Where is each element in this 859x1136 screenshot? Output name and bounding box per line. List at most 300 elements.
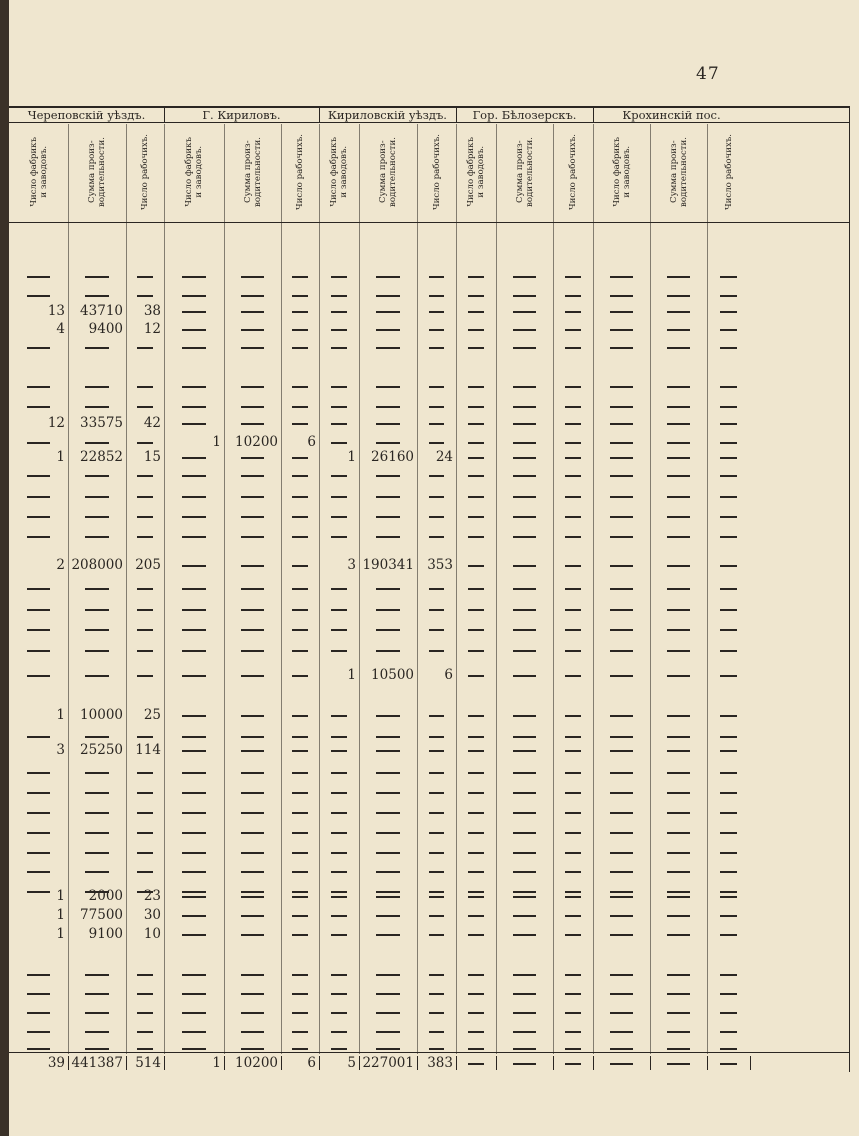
empty-cell-dash (468, 1048, 484, 1050)
empty-cell-dash (667, 871, 690, 873)
empty-cell-dash (331, 406, 347, 408)
empty-cell-dash (241, 329, 264, 331)
empty-cell-dash (182, 423, 206, 425)
empty-cell-dash (376, 715, 399, 717)
table-cell: 9100 (88, 926, 123, 942)
table-row (9, 414, 850, 432)
empty-cell-dash (331, 475, 347, 477)
empty-cell-dash (513, 852, 536, 854)
total-cell: 5 (347, 1055, 356, 1071)
empty-cell-dash (610, 1012, 633, 1014)
empty-cell-dash (513, 812, 536, 814)
empty-cell-dash (565, 650, 581, 652)
empty-cell-dash (292, 423, 307, 425)
empty-cell-dash (376, 993, 399, 995)
table-cell: 25 (143, 707, 161, 723)
empty-cell-dash (331, 993, 347, 995)
empty-cell-dash (85, 792, 108, 794)
empty-cell-dash (137, 852, 152, 854)
page-number: 47 (696, 64, 720, 84)
empty-cell-dash (241, 915, 264, 917)
column-header: Сумма произ- водительности. (378, 137, 398, 207)
empty-cell-dash (376, 974, 399, 976)
table-cell: 1 (56, 888, 65, 904)
empty-cell-dash (565, 423, 581, 425)
empty-cell-dash (85, 871, 108, 873)
empty-cell-dash (27, 650, 51, 652)
empty-cell-dash (720, 386, 737, 388)
empty-cell-dash (429, 812, 445, 814)
empty-cell-dash (292, 588, 307, 590)
empty-cell-dash (468, 442, 484, 444)
table-cell: 43710 (80, 303, 123, 319)
empty-cell-dash (137, 772, 152, 774)
total-empty-dash (720, 1063, 737, 1065)
empty-cell-dash (468, 871, 484, 873)
group-header-krokhino-settlement: Крохинскій пос. (622, 108, 721, 122)
empty-cell-dash (565, 832, 581, 834)
empty-cell-dash (429, 750, 445, 752)
empty-cell-dash (565, 457, 581, 459)
empty-cell-dash (513, 1048, 536, 1050)
empty-cell-dash (513, 1031, 536, 1033)
empty-cell-dash (292, 896, 307, 898)
empty-cell-dash (331, 736, 347, 738)
empty-cell-dash (565, 536, 581, 538)
empty-cell-dash (292, 311, 307, 313)
empty-cell-dash (182, 347, 206, 349)
table-row (9, 579, 850, 597)
empty-cell-dash (27, 406, 51, 408)
empty-cell-dash (27, 974, 51, 976)
empty-cell-dash (429, 871, 445, 873)
empty-cell-dash (241, 896, 264, 898)
empty-cell-dash (667, 516, 690, 518)
table-row (9, 641, 850, 659)
empty-cell-dash (429, 347, 445, 349)
empty-cell-dash (610, 934, 633, 936)
empty-cell-dash (27, 475, 51, 477)
empty-cell-dash (610, 329, 633, 331)
empty-cell-dash (331, 386, 347, 388)
empty-cell-dash (720, 295, 737, 297)
empty-cell-dash (720, 406, 737, 408)
empty-cell-dash (720, 475, 737, 477)
table-cell: 38 (143, 303, 161, 319)
empty-cell-dash (667, 457, 690, 459)
empty-cell-dash (667, 715, 690, 717)
empty-cell-dash (513, 934, 536, 936)
group-separator (456, 108, 457, 122)
column-header-rule (9, 222, 850, 223)
empty-cell-dash (667, 629, 690, 631)
empty-cell-dash (331, 329, 347, 331)
group-header-rule (9, 122, 850, 123)
empty-cell-dash (565, 993, 581, 995)
table-row (9, 267, 850, 285)
empty-cell-dash (468, 896, 484, 898)
empty-cell-dash (241, 347, 264, 349)
column-header: Число фабрикъ и заводовъ. (466, 137, 486, 207)
empty-cell-dash (468, 736, 484, 738)
empty-cell-dash (241, 1012, 264, 1014)
empty-cell-dash (720, 675, 737, 677)
empty-cell-dash (85, 442, 108, 444)
empty-cell-dash (241, 423, 264, 425)
table-row (9, 906, 850, 924)
empty-cell-dash (720, 832, 737, 834)
empty-cell-dash (331, 792, 347, 794)
empty-cell-dash (513, 475, 536, 477)
table-row (9, 556, 850, 574)
empty-cell-dash (85, 609, 108, 611)
empty-cell-dash (429, 276, 445, 278)
empty-cell-dash (667, 1012, 690, 1014)
table-cell: 1 (56, 707, 65, 723)
empty-cell-dash (468, 496, 484, 498)
empty-cell-dash (182, 295, 206, 297)
empty-cell-dash (513, 974, 536, 976)
empty-cell-dash (137, 675, 152, 677)
empty-cell-dash (468, 993, 484, 995)
empty-cell-dash (565, 715, 581, 717)
empty-cell-dash (27, 609, 51, 611)
empty-cell-dash (241, 406, 264, 408)
empty-cell-dash (27, 993, 51, 995)
empty-cell-dash (292, 852, 307, 854)
empty-cell-dash (565, 496, 581, 498)
empty-cell-dash (720, 974, 737, 976)
empty-cell-dash (27, 496, 51, 498)
empty-cell-dash (513, 311, 536, 313)
empty-cell-dash (468, 629, 484, 631)
empty-cell-dash (182, 896, 206, 898)
table-cell: 9400 (88, 321, 123, 337)
empty-cell-dash (85, 675, 108, 677)
empty-cell-dash (610, 915, 633, 917)
total-empty-dash (468, 1063, 484, 1065)
empty-cell-dash (331, 629, 347, 631)
total-empty-dash (513, 1063, 536, 1065)
empty-cell-dash (182, 715, 206, 717)
empty-cell-dash (85, 852, 108, 854)
empty-cell-dash (27, 1012, 51, 1014)
table-row (9, 377, 850, 395)
empty-cell-dash (182, 915, 206, 917)
empty-cell-dash (331, 496, 347, 498)
table-row (9, 823, 850, 841)
column-header: Сумма произ- водительности. (87, 137, 107, 207)
empty-cell-dash (241, 295, 264, 297)
empty-cell-dash (27, 347, 51, 349)
empty-cell-dash (137, 812, 152, 814)
empty-cell-dash (429, 442, 445, 444)
empty-cell-dash (241, 871, 264, 873)
empty-cell-dash (331, 1031, 347, 1033)
empty-cell-dash (667, 1031, 690, 1033)
group-header-cherepovets-uezd: Череповскій уѣздъ. (27, 108, 146, 122)
empty-cell-dash (513, 329, 536, 331)
empty-cell-dash (137, 347, 152, 349)
table-cell: 6 (444, 667, 453, 683)
group-header-belozersk-town: Гор. Бѣлозерскъ. (472, 108, 577, 122)
empty-cell-dash (292, 934, 307, 936)
empty-cell-dash (720, 1012, 737, 1014)
empty-cell-dash (720, 650, 737, 652)
empty-cell-dash (513, 295, 536, 297)
empty-cell-dash (429, 1048, 445, 1050)
empty-cell-dash (468, 609, 484, 611)
empty-cell-dash (182, 276, 206, 278)
empty-cell-dash (468, 295, 484, 297)
empty-cell-dash (565, 772, 581, 774)
group-header-kirillov-uezd: Кириловскій уѣздъ. (328, 108, 447, 122)
column-header: Сумма произ- водительности. (514, 137, 535, 207)
empty-cell-dash (429, 1031, 445, 1033)
empty-cell-dash (182, 475, 206, 477)
empty-cell-dash (137, 871, 152, 873)
empty-cell-dash (565, 934, 581, 936)
column-header: Число рабочихъ. (568, 134, 578, 210)
empty-cell-dash (667, 295, 690, 297)
empty-cell-dash (241, 536, 264, 538)
total-cell: 514 (135, 1055, 161, 1071)
table-row (9, 320, 850, 338)
empty-cell-dash (610, 832, 633, 834)
empty-cell-dash (610, 650, 633, 652)
empty-cell-dash (376, 496, 399, 498)
total-cell: 39 (47, 1055, 65, 1071)
empty-cell-dash (137, 475, 152, 477)
empty-cell-dash (565, 871, 581, 873)
total-cell: 383 (427, 1055, 453, 1071)
empty-cell-dash (376, 896, 399, 898)
table-cell: 15 (143, 449, 161, 465)
empty-cell-dash (468, 974, 484, 976)
column-header: Число рабочихъ. (431, 134, 442, 210)
empty-cell-dash (720, 311, 737, 313)
column-header: Число фабрикъ и заводовъ. (611, 137, 632, 207)
empty-cell-dash (667, 423, 690, 425)
empty-cell-dash (241, 750, 264, 752)
empty-cell-dash (85, 736, 108, 738)
empty-cell-dash (610, 423, 633, 425)
empty-cell-dash (468, 386, 484, 388)
empty-cell-dash (85, 1031, 108, 1033)
empty-cell-dash (565, 675, 581, 677)
empty-cell-dash (667, 772, 690, 774)
table-row (9, 803, 850, 821)
column-header: Число фабрикъ и заводовъ. (28, 137, 49, 207)
empty-cell-dash (720, 852, 737, 854)
table-cell: 1 (56, 907, 65, 923)
empty-cell-dash (292, 1031, 307, 1033)
empty-cell-dash (292, 276, 307, 278)
empty-cell-dash (667, 915, 690, 917)
table-row (9, 620, 850, 638)
empty-cell-dash (27, 295, 51, 297)
table-cell: 2000 (88, 888, 123, 904)
table-cell: 1 (56, 449, 65, 465)
table-cell: 23 (143, 888, 161, 904)
empty-cell-dash (85, 650, 108, 652)
empty-cell-dash (292, 812, 307, 814)
empty-cell-dash (331, 896, 347, 898)
empty-cell-dash (331, 1048, 347, 1050)
empty-cell-dash (182, 629, 206, 631)
empty-cell-dash (429, 896, 445, 898)
empty-cell-dash (182, 812, 206, 814)
empty-cell-dash (565, 386, 581, 388)
table-row (9, 302, 850, 320)
total-separator (496, 1056, 497, 1070)
table-row (9, 984, 850, 1002)
empty-cell-dash (241, 475, 264, 477)
empty-cell-dash (376, 588, 399, 590)
column-header: Число рабочихъ. (723, 134, 734, 210)
empty-cell-dash (565, 295, 581, 297)
empty-cell-dash (376, 386, 399, 388)
empty-cell-dash (27, 588, 51, 590)
empty-cell-dash (182, 871, 206, 873)
empty-cell-dash (513, 993, 536, 995)
empty-cell-dash (667, 329, 690, 331)
empty-cell-dash (292, 750, 307, 752)
empty-cell-dash (376, 650, 399, 652)
empty-cell-dash (85, 629, 108, 631)
empty-cell-dash (610, 715, 633, 717)
empty-cell-dash (292, 609, 307, 611)
empty-cell-dash (667, 792, 690, 794)
empty-cell-dash (720, 1031, 737, 1033)
empty-cell-dash (720, 715, 737, 717)
table-cell: 2 (56, 557, 65, 573)
empty-cell-dash (468, 565, 484, 567)
empty-cell-dash (513, 276, 536, 278)
empty-cell-dash (182, 1012, 206, 1014)
empty-cell-dash (241, 609, 264, 611)
empty-cell-dash (565, 812, 581, 814)
empty-cell-dash (292, 832, 307, 834)
empty-cell-dash (27, 536, 51, 538)
table-row (9, 1022, 850, 1040)
empty-cell-dash (27, 871, 51, 873)
table-cell: 1 (56, 926, 65, 942)
empty-cell-dash (667, 311, 690, 313)
empty-cell-dash (292, 736, 307, 738)
empty-cell-dash (376, 772, 399, 774)
empty-cell-dash (720, 871, 737, 873)
empty-cell-dash (241, 1031, 264, 1033)
empty-cell-dash (610, 993, 633, 995)
empty-cell-dash (27, 772, 51, 774)
empty-cell-dash (610, 812, 633, 814)
empty-cell-dash (376, 871, 399, 873)
empty-cell-dash (137, 295, 152, 297)
empty-cell-dash (241, 386, 264, 388)
empty-cell-dash (376, 609, 399, 611)
empty-cell-dash (137, 536, 152, 538)
empty-cell-dash (468, 457, 484, 459)
empty-cell-dash (182, 736, 206, 738)
empty-cell-dash (610, 276, 633, 278)
empty-cell-dash (429, 406, 445, 408)
empty-cell-dash (292, 675, 307, 677)
empty-cell-dash (610, 772, 633, 774)
empty-cell-dash (565, 1012, 581, 1014)
empty-cell-dash (429, 915, 445, 917)
empty-cell-dash (513, 565, 536, 567)
empty-cell-dash (331, 852, 347, 854)
table-cell: 114 (135, 742, 161, 758)
empty-cell-dash (429, 792, 445, 794)
empty-cell-dash (85, 295, 108, 297)
table-cell: 24 (435, 449, 453, 465)
empty-cell-dash (720, 792, 737, 794)
empty-cell-dash (376, 832, 399, 834)
empty-cell-dash (610, 536, 633, 538)
table-row (9, 487, 850, 505)
empty-cell-dash (376, 852, 399, 854)
total-separator (650, 1056, 651, 1070)
empty-cell-dash (331, 650, 347, 652)
empty-cell-dash (429, 832, 445, 834)
empty-cell-dash (292, 496, 307, 498)
table-cell: 353 (427, 557, 453, 573)
empty-cell-dash (429, 386, 445, 388)
empty-cell-dash (182, 974, 206, 976)
empty-cell-dash (85, 812, 108, 814)
empty-cell-dash (27, 852, 51, 854)
empty-cell-dash (429, 629, 445, 631)
table-cell: 10 (143, 926, 161, 942)
column-header: Число рабочихъ. (140, 134, 150, 210)
empty-cell-dash (667, 934, 690, 936)
empty-cell-dash (513, 1012, 536, 1014)
empty-cell-dash (241, 715, 264, 717)
total-empty-dash (610, 1063, 633, 1065)
empty-cell-dash (85, 832, 108, 834)
table-row (9, 843, 850, 861)
empty-cell-dash (292, 386, 307, 388)
empty-cell-dash (720, 736, 737, 738)
empty-cell-dash (610, 1048, 633, 1050)
total-empty-dash (565, 1063, 581, 1065)
table-cell: 42 (143, 415, 161, 431)
empty-cell-dash (720, 496, 737, 498)
empty-cell-dash (182, 386, 206, 388)
empty-cell-dash (610, 496, 633, 498)
empty-cell-dash (667, 650, 690, 652)
empty-cell-dash (565, 852, 581, 854)
empty-cell-dash (292, 772, 307, 774)
empty-cell-dash (429, 650, 445, 652)
empty-cell-dash (610, 347, 633, 349)
empty-cell-dash (376, 442, 399, 444)
empty-cell-dash (376, 750, 399, 752)
empty-cell-dash (137, 792, 152, 794)
empty-cell-dash (513, 496, 536, 498)
empty-cell-dash (331, 536, 347, 538)
table-row (9, 741, 850, 759)
empty-cell-dash (376, 629, 399, 631)
empty-cell-dash (241, 565, 264, 567)
empty-cell-dash (513, 896, 536, 898)
empty-cell-dash (513, 406, 536, 408)
empty-cell-dash (27, 812, 51, 814)
empty-cell-dash (331, 588, 347, 590)
empty-cell-dash (85, 588, 108, 590)
